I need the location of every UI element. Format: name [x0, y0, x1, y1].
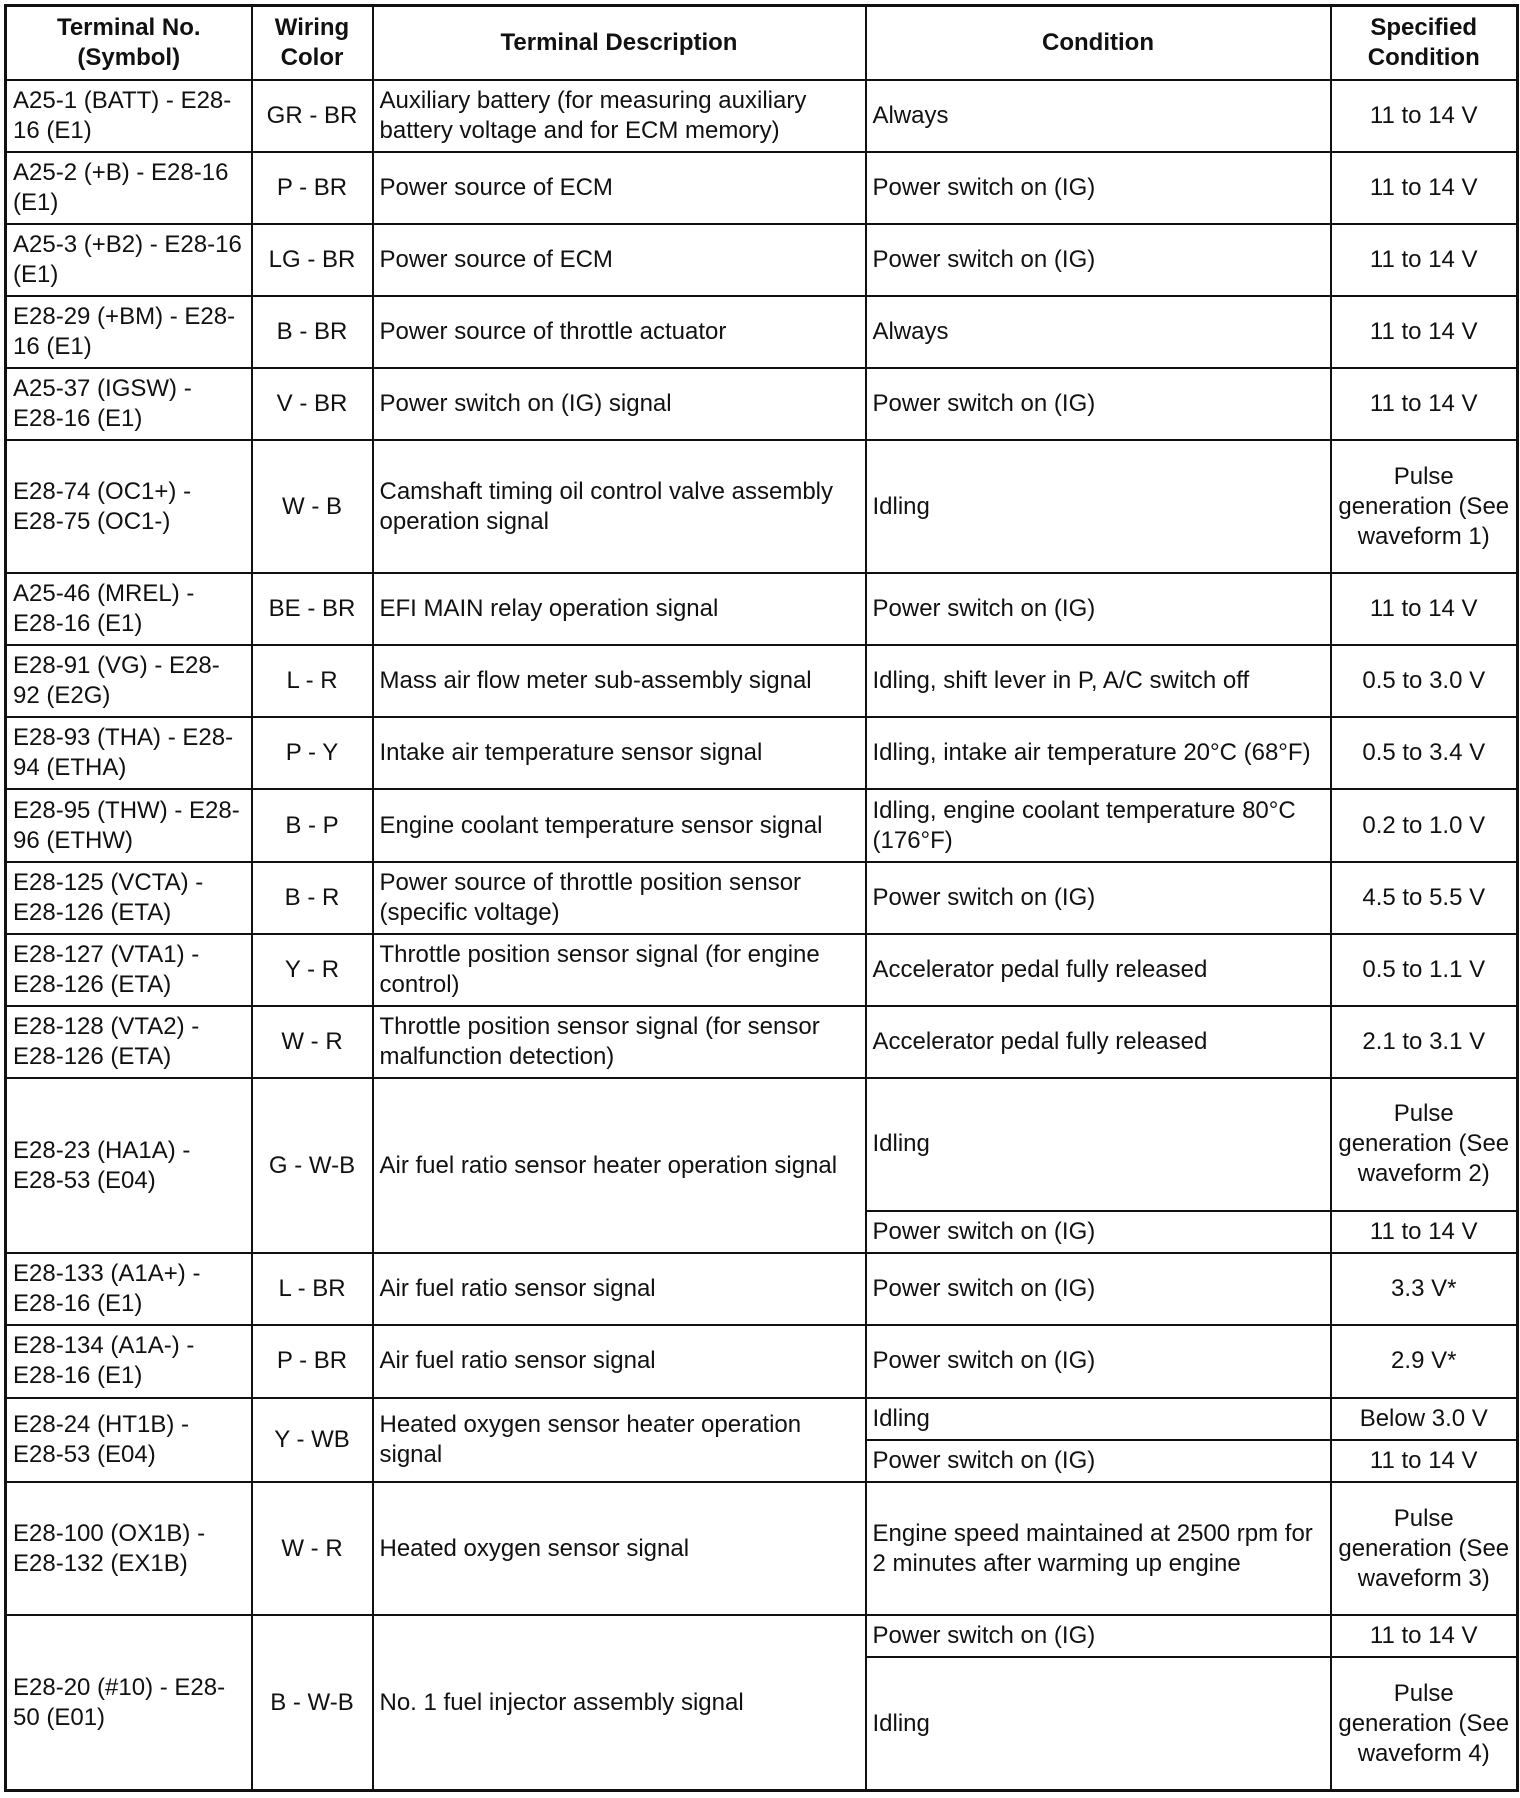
condition-cell: Accelerator pedal fully released: [866, 934, 1331, 1006]
condition-cell: Power switch on (IG): [866, 1211, 1331, 1253]
table-row: [6, 1253, 1518, 1325]
table-row: [6, 573, 1518, 645]
description-cell: Heated oxygen sensor heater operation signal: [373, 1398, 866, 1483]
specified-condition-cell: 11 to 14 V: [1331, 80, 1518, 152]
specified-condition-cell: Pulse generation (See waveform 3): [1331, 1482, 1518, 1615]
table-row: [6, 1482, 1518, 1615]
wiring-color-cell: LG - BR: [252, 224, 373, 296]
condition-cell: Accelerator pedal fully released: [866, 1006, 1331, 1078]
terminal-cell: E28-24 (HT1B) - E28-53 (E04): [6, 1398, 252, 1483]
table-row: [6, 862, 1518, 934]
terminal-cell: A25-1 (BATT) - E28-16 (E1): [6, 80, 252, 152]
specified-condition-cell: 11 to 14 V: [1331, 152, 1518, 224]
description-cell: EFI MAIN relay operation signal: [373, 573, 866, 645]
specified-condition-cell: Pulse generation (See waveform 4): [1331, 1657, 1518, 1790]
terminal-cell: E28-133 (A1A+) - E28-16 (E1): [6, 1253, 252, 1325]
specified-condition-cell: 0.2 to 1.0 V: [1331, 789, 1518, 861]
specified-condition-cell: 11 to 14 V: [1331, 296, 1518, 368]
table-body: [6, 80, 1518, 1791]
table-row: [6, 1398, 1518, 1440]
wiring-color-cell: GR - BR: [252, 80, 373, 152]
description-cell: Throttle position sensor signal (for sensor malfunction detection): [373, 1006, 866, 1078]
terminal-cell: A25-46 (MREL) - E28-16 (E1): [6, 573, 252, 645]
condition-cell: Idling, intake air temperature 20°C (68°F): [866, 717, 1331, 789]
condition-cell: Always: [866, 296, 1331, 368]
condition-cell: Power switch on (IG): [866, 152, 1331, 224]
specified-condition-cell: 0.5 to 3.4 V: [1331, 717, 1518, 789]
table-row: [6, 1325, 1518, 1397]
description-cell: Heated oxygen sensor signal: [373, 1482, 866, 1615]
terminal-spec-sheet: [4, 4, 1516, 1792]
terminal-cell: E28-95 (THW) - E28-96 (ETHW): [6, 789, 252, 861]
wiring-color-cell: W - B: [252, 440, 373, 573]
description-cell: Air fuel ratio sensor heater operation signal: [373, 1078, 866, 1253]
wiring-color-cell: B - W-B: [252, 1615, 373, 1790]
header-terminal-description: Terminal Description: [373, 6, 866, 80]
condition-cell: Power switch on (IG): [866, 1325, 1331, 1397]
specified-condition-cell: Below 3.0 V: [1331, 1398, 1518, 1440]
terminal-cell: E28-100 (OX1B) - E28-132 (EX1B): [6, 1482, 252, 1615]
wiring-color-cell: V - BR: [252, 368, 373, 440]
table-row: [6, 80, 1518, 152]
description-cell: Camshaft timing oil control valve assembly operation signal: [373, 440, 866, 573]
condition-cell: Power switch on (IG): [866, 573, 1331, 645]
condition-cell: Engine speed maintained at 2500 rpm for 2 minutes after warming up engine: [866, 1482, 1331, 1615]
header-terminal: Terminal No. (Symbol): [6, 6, 252, 80]
wiring-color-cell: P - Y: [252, 717, 373, 789]
specified-condition-cell: 0.5 to 3.0 V: [1331, 645, 1518, 717]
terminal-cell: E28-23 (HA1A) - E28-53 (E04): [6, 1078, 252, 1253]
specified-condition-cell: 2.9 V*: [1331, 1325, 1518, 1397]
description-cell: Power source of ECM: [373, 224, 866, 296]
description-cell: Power switch on (IG) signal: [373, 368, 866, 440]
condition-cell: Power switch on (IG): [866, 1440, 1331, 1482]
condition-cell: Idling: [866, 1078, 1331, 1211]
wiring-color-cell: L - BR: [252, 1253, 373, 1325]
description-cell: Auxiliary battery (for measuring auxiliary battery voltage and for ECM memory): [373, 80, 866, 152]
wiring-color-cell: B - R: [252, 862, 373, 934]
terminal-cell: E28-74 (OC1+) - E28-75 (OC1-): [6, 440, 252, 573]
condition-cell: Power switch on (IG): [866, 1253, 1331, 1325]
header-condition: Condition: [866, 6, 1331, 80]
table-row: [6, 717, 1518, 789]
specified-condition-cell: Pulse generation (See waveform 2): [1331, 1078, 1518, 1211]
table-row: [6, 1078, 1518, 1211]
condition-cell: Idling: [866, 1398, 1331, 1440]
specified-condition-cell: 11 to 14 V: [1331, 1440, 1518, 1482]
description-cell: No. 1 fuel injector assembly signal: [373, 1615, 866, 1790]
specified-condition-cell: 3.3 V*: [1331, 1253, 1518, 1325]
specified-condition-cell: 4.5 to 5.5 V: [1331, 862, 1518, 934]
description-cell: Engine coolant temperature sensor signal: [373, 789, 866, 861]
wiring-color-cell: L - R: [252, 645, 373, 717]
terminal-cell: E28-93 (THA) - E28-94 (ETHA): [6, 717, 252, 789]
table-row: [6, 789, 1518, 861]
condition-cell: Always: [866, 80, 1331, 152]
wiring-color-cell: P - BR: [252, 152, 373, 224]
specified-condition-cell: 2.1 to 3.1 V: [1331, 1006, 1518, 1078]
wiring-color-cell: P - BR: [252, 1325, 373, 1397]
terminal-cell: E28-29 (+BM) - E28-16 (E1): [6, 296, 252, 368]
ecm-terminal-table: [4, 4, 1519, 1792]
table-row: [6, 440, 1518, 573]
header-specified-condition: Specified Condition: [1331, 6, 1518, 80]
terminal-cell: E28-128 (VTA2) - E28-126 (ETA): [6, 1006, 252, 1078]
terminal-cell: E28-134 (A1A-) - E28-16 (E1): [6, 1325, 252, 1397]
terminal-cell: E28-125 (VCTA) - E28-126 (ETA): [6, 862, 252, 934]
terminal-cell: A25-2 (+B) - E28-16 (E1): [6, 152, 252, 224]
condition-cell: Idling, engine coolant temperature 80°C (176°F): [866, 789, 1331, 861]
wiring-color-cell: G - W-B: [252, 1078, 373, 1253]
condition-cell: Idling: [866, 440, 1331, 573]
terminal-cell: E28-91 (VG) - E28-92 (E2G): [6, 645, 252, 717]
description-cell: Air fuel ratio sensor signal: [373, 1253, 866, 1325]
wiring-color-cell: Y - R: [252, 934, 373, 1006]
table-row: [6, 934, 1518, 1006]
table-row: [6, 152, 1518, 224]
description-cell: Air fuel ratio sensor signal: [373, 1325, 866, 1397]
terminal-cell: A25-37 (IGSW) - E28-16 (E1): [6, 368, 252, 440]
specified-condition-cell: Pulse generation (See waveform 1): [1331, 440, 1518, 573]
header-row: [6, 6, 1518, 80]
header-wiring-color: Wiring Color: [252, 6, 373, 80]
table-row: [6, 1615, 1518, 1657]
specified-condition-cell: 11 to 14 V: [1331, 224, 1518, 296]
description-cell: Throttle position sensor signal (for engine control): [373, 934, 866, 1006]
table-row: [6, 368, 1518, 440]
description-cell: Intake air temperature sensor signal: [373, 717, 866, 789]
description-cell: Mass air flow meter sub-assembly signal: [373, 645, 866, 717]
table-row: [6, 224, 1518, 296]
wiring-color-cell: Y - WB: [252, 1398, 373, 1483]
wiring-color-cell: BE - BR: [252, 573, 373, 645]
wiring-color-cell: B - P: [252, 789, 373, 861]
terminal-cell: A25-3 (+B2) - E28-16 (E1): [6, 224, 252, 296]
table-row: [6, 645, 1518, 717]
description-cell: Power source of throttle position sensor (specific voltage): [373, 862, 866, 934]
condition-cell: Power switch on (IG): [866, 1615, 1331, 1657]
wiring-color-cell: B - BR: [252, 296, 373, 368]
condition-cell: Idling, shift lever in P, A/C switch off: [866, 645, 1331, 717]
condition-cell: Power switch on (IG): [866, 862, 1331, 934]
wiring-color-cell: W - R: [252, 1482, 373, 1615]
specified-condition-cell: 11 to 14 V: [1331, 368, 1518, 440]
condition-cell: Power switch on (IG): [866, 368, 1331, 440]
condition-cell: Power switch on (IG): [866, 224, 1331, 296]
table-row: [6, 1006, 1518, 1078]
terminal-cell: E28-127 (VTA1) - E28-126 (ETA): [6, 934, 252, 1006]
specified-condition-cell: 11 to 14 V: [1331, 1211, 1518, 1253]
description-cell: Power source of throttle actuator: [373, 296, 866, 368]
table-row: [6, 296, 1518, 368]
condition-cell: Idling: [866, 1657, 1331, 1790]
specified-condition-cell: 11 to 14 V: [1331, 573, 1518, 645]
specified-condition-cell: 0.5 to 1.1 V: [1331, 934, 1518, 1006]
description-cell: Power source of ECM: [373, 152, 866, 224]
specified-condition-cell: 11 to 14 V: [1331, 1615, 1518, 1657]
wiring-color-cell: W - R: [252, 1006, 373, 1078]
terminal-cell: E28-20 (#10) - E28-50 (E01): [6, 1615, 252, 1790]
